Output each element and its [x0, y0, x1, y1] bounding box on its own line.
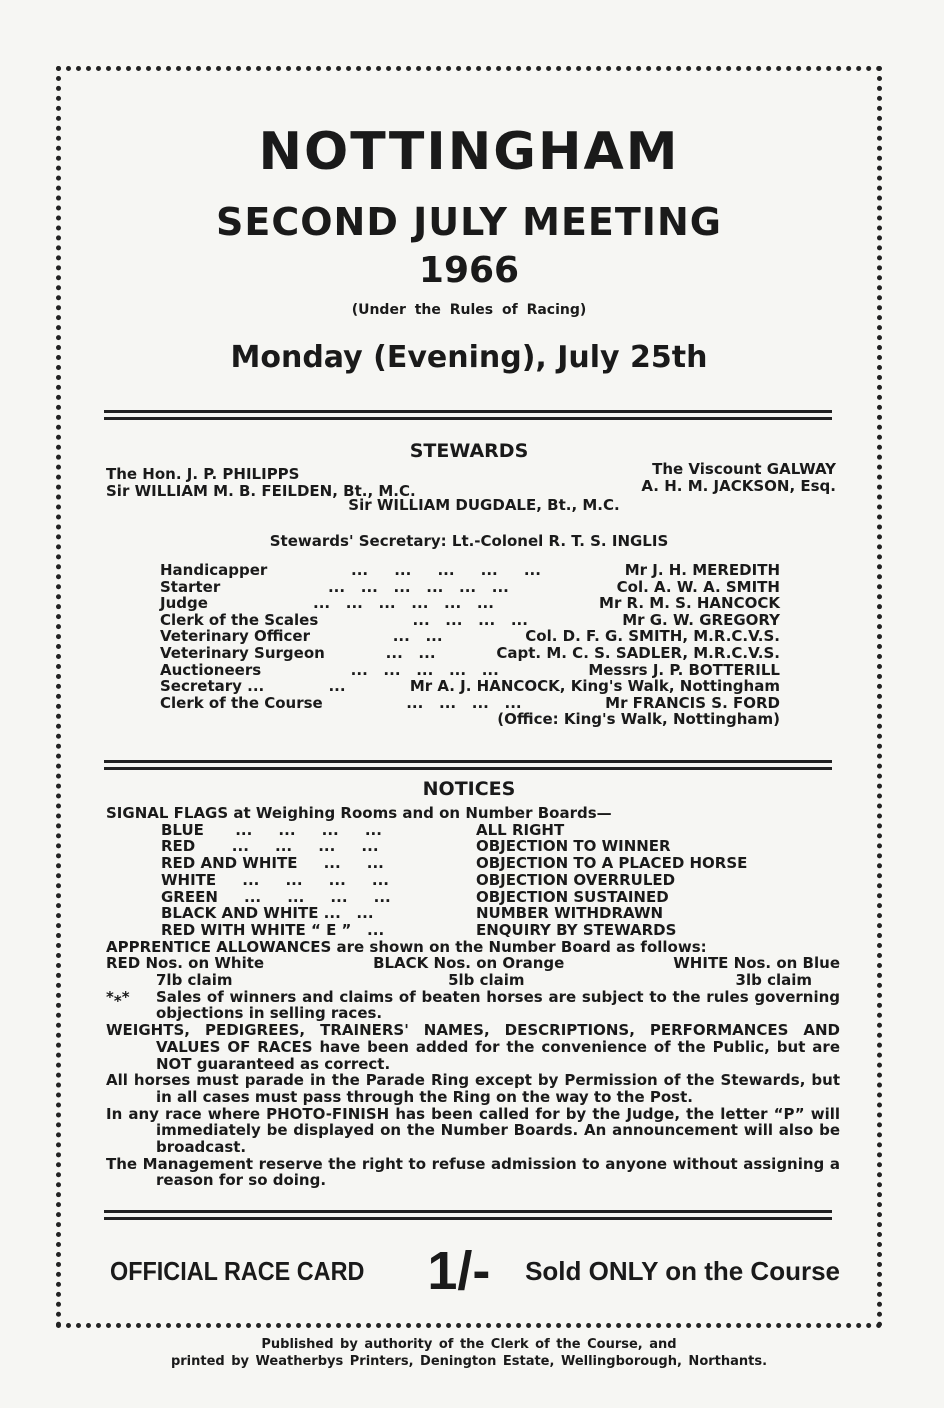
divider	[104, 760, 832, 770]
name: Mr A. J. HANCOCK, King's Walk, Nottingham	[409, 677, 780, 696]
official-row	[160, 628, 780, 645]
meaning: NUMBER WITHDRAWN	[476, 904, 664, 923]
sales-notice	[106, 989, 840, 1022]
steward-list-right	[641, 461, 836, 495]
flag-row	[106, 855, 840, 872]
stewards-secretary: Stewards' Secretary: Lt.-Colonel R. T. S. INGLIS	[269, 532, 669, 550]
board: BLACK Nos. on Orange	[373, 954, 565, 973]
flags-intro: SIGNAL FLAGS at Weighing Rooms and on Number Boards—	[106, 804, 612, 822]
flag: GREEN ... ... ... ...	[161, 887, 391, 906]
leader-dots: ... ...	[392, 627, 443, 646]
allowance	[673, 955, 840, 988]
meaning: ENQUIRY BY STEWARDS	[476, 920, 677, 939]
parade-notice: All horses must parade in the Parade Ring except by Permission of the Stewards, but in all cases must pass through the Ring on the way to the Post.	[106, 1071, 840, 1106]
official-row	[160, 695, 780, 712]
publisher-note	[56, 1336, 882, 1370]
notices-heading: NOTICES	[422, 778, 516, 800]
flag-row	[106, 872, 840, 889]
weights-notice: WEIGHTS, PEDIGREES, TRAINERS' NAMES, DESCRIPTIONS, PERFORMANCES AND VALUES OF RACES have been added for the convenience of the Public, but are NOT guaranteed as correct.	[106, 1021, 840, 1073]
sold-on-course: Sold ONLY on the Course	[525, 1255, 840, 1286]
official-row	[160, 678, 780, 695]
role: Starter	[160, 577, 221, 596]
meaning: OBJECTION OVERRULED	[476, 870, 676, 889]
meaning: ALL RIGHT	[476, 820, 565, 839]
meaning: OBJECTION SUSTAINED	[476, 887, 669, 906]
name: Mr FRANCIS S. FORD	[605, 693, 780, 712]
publisher-line: Published by authority of the Clerk of the Course, and	[261, 1337, 677, 1352]
flag: BLUE ... ... ... ...	[161, 820, 382, 839]
official-race-card: OFFICIAL RACE CARD	[110, 1255, 365, 1286]
flag: RED AND WHITE ... ...	[161, 854, 384, 873]
role: Clerk of the Course	[160, 693, 323, 712]
asterism-icon: *⁎*	[106, 987, 130, 1006]
divider	[104, 1210, 832, 1220]
name: Mr J. H. MEREDITH	[624, 561, 780, 579]
admission-notice: The Management reserve the right to refuse admission to anyone without assigning a reason for so doing.	[106, 1154, 840, 1190]
text: Sales of winners and claims of beaten horses are subject to the rules governing objections in selling races.	[156, 987, 840, 1023]
board: WHITE Nos. on Blue	[673, 954, 840, 973]
office-address: (Office: King's Walk, Nottingham)	[497, 710, 780, 729]
flag-row	[106, 822, 840, 839]
price: 1/-	[427, 1241, 491, 1301]
name: Messrs J. P. BOTTERILL	[588, 660, 780, 679]
meaning: OBJECTION TO WINNER	[476, 837, 671, 856]
official-row	[160, 595, 780, 612]
official-row	[160, 645, 780, 662]
role: Handicapper	[160, 561, 268, 579]
rules-note: (Under the Rules of Racing)	[351, 302, 587, 318]
photo-finish-notice: In any race where PHOTO-FINISH has been called for by the Judge, the letter “P” will immediately be displayed on the Number Boards. An announcement will also be broadcast.	[106, 1104, 840, 1157]
leader-dots: ... ... ... ...	[406, 693, 522, 712]
allowance	[373, 955, 564, 988]
leader-dots: ...	[328, 677, 346, 696]
flag-row	[106, 889, 840, 906]
divider	[104, 410, 832, 420]
page-title: NOTTINGHAM	[258, 122, 680, 182]
officials-list	[160, 562, 780, 728]
name: Capt. M. C. S. SADLER, M.R.C.V.S.	[496, 643, 780, 662]
name: Mr G. W. GREGORY	[622, 610, 780, 629]
flag-row	[106, 905, 840, 922]
claim: 3lb claim	[735, 971, 812, 990]
name: Col. A. W. A. SMITH	[616, 577, 780, 596]
meeting-year: 1966	[418, 250, 520, 291]
meeting-date: Monday (Evening), July 25th	[230, 340, 708, 375]
steward-list-left	[106, 466, 416, 500]
role: Judge	[160, 594, 208, 613]
role: Secretary ...	[160, 677, 265, 696]
meeting-name: SECOND JULY MEETING	[216, 200, 722, 244]
board: RED Nos. on White	[106, 954, 265, 973]
official-row	[160, 579, 780, 596]
steward: Sir WILLIAM M. B. FEILDEN, Bt., M.C.	[106, 482, 416, 500]
steward: The Viscount GALWAY	[652, 460, 836, 478]
leader-dots: ... ... ... ... ... ...	[327, 577, 509, 596]
leader-dots: ... ... ... ...	[412, 610, 528, 629]
steward: Sir WILLIAM DUGDALE, Bt., M.C.	[348, 496, 620, 514]
notices-body	[106, 805, 840, 1189]
leader-dots: ... ...	[385, 643, 436, 662]
publisher-line: printed by Weatherbys Printers, Denington Estate, Wellingborough, Northants.	[170, 1354, 768, 1369]
meaning: OBJECTION TO A PLACED HORSE	[476, 854, 748, 873]
name: Mr R. M. S. HANCOCK	[599, 594, 780, 613]
role: Veterinary Surgeon	[160, 643, 325, 662]
claim: 7lb claim	[156, 971, 233, 990]
allowance-table	[106, 955, 840, 988]
flag-row	[106, 838, 840, 855]
official-row	[160, 562, 780, 579]
steward: A. H. M. JACKSON, Esq.	[641, 477, 836, 495]
leader-dots: ... ... ... ... ...	[350, 660, 499, 679]
name: Col. D. F. G. SMITH, M.R.C.V.S.	[525, 627, 780, 646]
flag: RED WITH WHITE “ E ” ...	[161, 920, 385, 939]
flag-row	[106, 922, 840, 939]
steward: The Hon. J. P. PHILIPPS	[106, 465, 300, 483]
leader-dots: ... ... ... ... ... ...	[313, 594, 494, 613]
apprentice-allowances: APPRENTICE ALLOWANCES are shown on the Number Board as follows:	[106, 937, 707, 956]
stewards-heading: STEWARDS	[409, 440, 529, 462]
claim: 5lb claim	[448, 971, 525, 990]
official-row	[160, 612, 780, 629]
role: Auctioneers	[160, 660, 262, 679]
official-row	[160, 662, 780, 679]
footer-banner	[110, 1240, 840, 1302]
role: Veterinary Officer	[160, 627, 310, 646]
flag: BLACK AND WHITE ... ...	[161, 904, 374, 923]
flag: RED ... ... ... ...	[161, 837, 379, 856]
flag: WHITE ... ... ... ...	[161, 870, 389, 889]
role: Clerk of the Scales	[160, 610, 319, 629]
leader-dots: ... ... ... ... ...	[351, 561, 541, 579]
allowance	[106, 955, 264, 988]
